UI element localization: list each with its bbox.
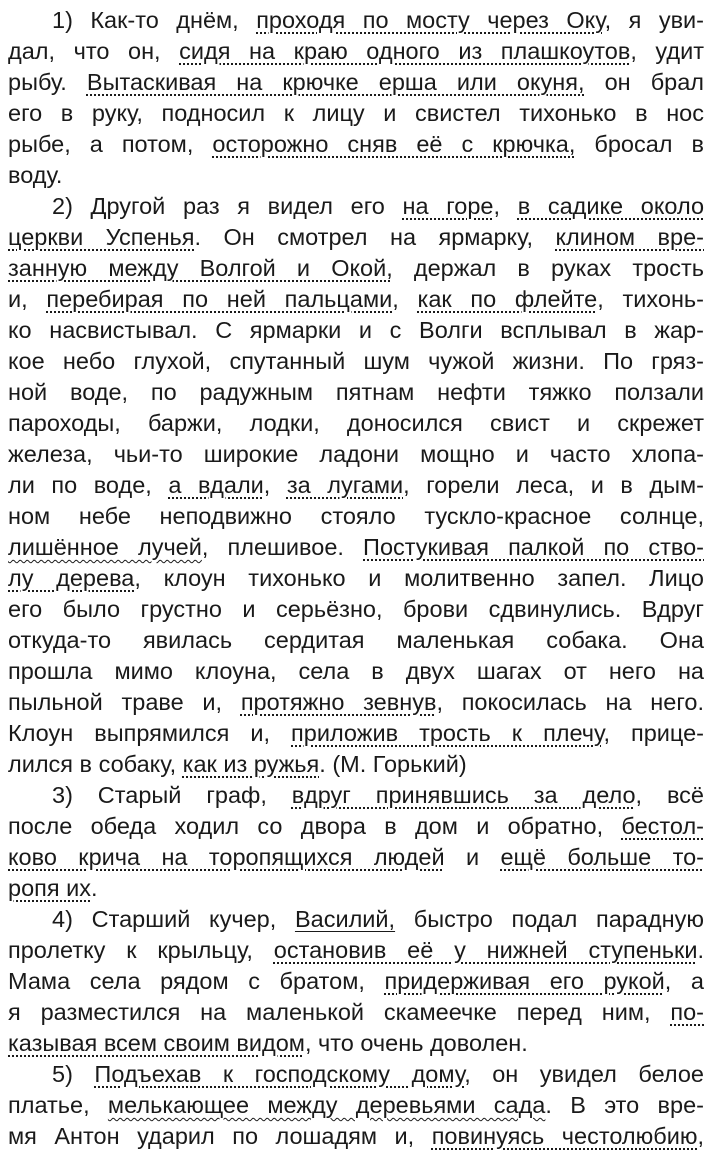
underlined-phrase: Подъехав к господскому дому: [94, 1061, 465, 1087]
text-span: пароходы, баржи, лодки, доносился свист и скрежет: [8, 410, 704, 436]
text-line: [8, 376, 704, 408]
text-line: [8, 810, 704, 842]
text-span: ли по воде,: [8, 472, 169, 498]
underlined-phrase: сидя на краю одного из плашкоутов: [179, 38, 631, 64]
text-span: . Он смотрел на ярмарку,: [194, 224, 556, 250]
text-span: кое небо глухой, спутанный шум чужой жизни. По гряз-: [8, 348, 704, 374]
underlined-phrase: ещё больше то-: [500, 844, 704, 870]
underlined-phrase: церкви Успенья: [8, 224, 195, 250]
text-span: 3) Старый граф,: [52, 782, 292, 808]
underlined-phrase: придерживая его рукой: [384, 968, 665, 994]
underlined-phrase: по-: [670, 999, 704, 1025]
text-line: [52, 1058, 704, 1090]
text-span: , покосилась на него.: [436, 689, 704, 715]
text-span: ной воде, по радужным пятнам нефти тяжко ползали: [8, 379, 704, 405]
text-line: [8, 624, 704, 656]
text-span: и: [444, 844, 501, 870]
text-span: железа, чьи-то широкие ладони мощно и часто хлопа-: [8, 441, 704, 467]
text-span: прошла мимо клоуна, села в двух шагах от него на: [8, 658, 704, 684]
text-span: его было грустно и серьёзно, брови сдвинулись. Вдруг: [8, 596, 704, 622]
text-span: ,: [697, 1123, 704, 1149]
text-span: быстро подал парадную: [395, 906, 704, 932]
text-line: [8, 872, 704, 904]
text-line: [8, 686, 704, 718]
text-span: . (М. Горький): [319, 751, 467, 777]
text-span: , горели леса, и в дым-: [403, 472, 705, 498]
text-line: [8, 1027, 704, 1059]
underlined-phrase: как по флейте: [417, 286, 598, 312]
text-span: . В это вре-: [545, 1092, 705, 1118]
text-span: , тихонь-: [597, 286, 704, 312]
text-span: воду.: [8, 162, 63, 188]
text-span: 5): [52, 1061, 95, 1087]
text-line: [8, 469, 704, 501]
underlined-phrase: клином вре-: [555, 224, 704, 250]
underlined-phrase: в садике около: [517, 193, 705, 219]
underlined-phrase: за лугами: [286, 472, 404, 498]
text-span: 1) Как-то днём,: [52, 7, 257, 33]
text-span: , плешивое.: [201, 534, 364, 560]
underlined-phrase: Вытаскивая на крючке ерша или окуня,: [86, 69, 585, 95]
text-span: , удит: [630, 38, 705, 64]
text-span: ко насвистывал. С ярмарки и с Волги всплывал в жар-: [8, 317, 704, 343]
text-line: [8, 748, 704, 780]
underlined-phrase: вдруг принявшись за дело: [291, 782, 636, 808]
text-span: пыльной траве и,: [8, 689, 241, 715]
text-span: , прице-: [603, 720, 704, 746]
wavy-underlined-phrase: лишённое лучей: [8, 534, 202, 560]
text-span: бросал в: [575, 131, 704, 157]
text-span: 4) Старший кучер,: [52, 906, 295, 932]
text-span: и,: [8, 286, 47, 312]
text-span: дал, что он,: [8, 38, 180, 64]
text-line: [8, 438, 704, 470]
text-span: откуда-то явилась сердитая маленькая собака. Она: [8, 627, 704, 653]
underlined-phrase: Постукивая палкой по ство-: [363, 534, 704, 560]
underlined-phrase: протяжно зевнув: [240, 689, 437, 715]
text-line: [8, 996, 704, 1028]
text-span: рыбу.: [8, 69, 87, 95]
underlined-phrase: а вдали: [168, 472, 264, 498]
text-span: ,: [392, 286, 418, 312]
underlined-phrase: осторожно сняв её с крючка,: [212, 131, 576, 157]
text-span: пролетку к крыльцу,: [8, 937, 274, 963]
text-span: ,: [263, 472, 287, 498]
text-span: платье,: [8, 1092, 108, 1118]
underlined-phrase: повинуясь честолюбию: [431, 1123, 698, 1149]
text-span: его в руку, подносил к лицу и свистел тихонько в нос: [8, 100, 704, 126]
text-line: [8, 1089, 704, 1121]
text-span: лился в собаку,: [8, 751, 183, 777]
text-line: [8, 283, 704, 315]
text-line: [8, 965, 704, 997]
text-span: , всё: [635, 782, 704, 808]
text-span: , а: [664, 968, 704, 994]
text-line: [8, 1120, 704, 1152]
underlined-word: Василий,: [294, 906, 396, 932]
text-span: Мама села рядом с братом,: [8, 968, 385, 994]
text-span: .: [91, 875, 98, 901]
text-span: мя Антон ударил по лошадям и,: [8, 1123, 432, 1149]
text-span: я разместился на маленькой скамеечке перед ним,: [8, 999, 671, 1025]
text-line: [8, 221, 704, 253]
text-span: ,: [493, 193, 518, 219]
text-span: после обеда ходил со двора в дом и обратно,: [8, 813, 622, 839]
underlined-phrase: занную между Волгой и Окой,: [8, 255, 393, 281]
text-line: [52, 779, 704, 811]
text-span: , клоун тихонько и молитвенно запел. Лицо: [134, 565, 704, 591]
underlined-phrase: ково крича на торопящихся людей: [8, 844, 445, 870]
text-span: он брал: [584, 69, 704, 95]
underlined-phrase: бестол-: [621, 813, 704, 839]
text-line: [8, 97, 704, 129]
text-span: рыбе, а потом,: [8, 131, 213, 157]
text-span: Клоун выпрямился и,: [8, 720, 292, 746]
wavy-underlined-phrase: мелькающее между деревьями сада: [107, 1092, 546, 1118]
text-line: [8, 314, 704, 346]
text-span: , что очень доволен.: [304, 1030, 528, 1056]
text-line: [8, 531, 704, 563]
text-line: [8, 128, 704, 160]
underlined-phrase: перебирая по ней пальцами: [46, 286, 393, 312]
underlined-phrase: лу дерева: [8, 565, 135, 591]
text-line: [8, 345, 704, 377]
text-line: [8, 407, 704, 439]
underlined-phrase: как из ружья: [182, 751, 320, 777]
underlined-phrase: на горе: [402, 193, 494, 219]
text-line: [52, 190, 704, 222]
text-line: [8, 655, 704, 687]
text-line: [8, 35, 704, 67]
text-line: [8, 159, 704, 191]
text-line: [8, 66, 704, 98]
text-span: 2) Другой раз я видел его: [52, 193, 403, 219]
text-line: [8, 562, 704, 594]
underlined-phrase: проходя по мосту через Оку: [256, 7, 605, 33]
text-span: ном небе неподвижно стояло тускло-красное солнце,: [8, 503, 704, 529]
text-line: [8, 841, 704, 873]
text-line: [52, 4, 704, 36]
underlined-phrase: казывая всем своим видом: [8, 1030, 305, 1056]
text-line: [52, 903, 704, 935]
text-span: , он увидел белое: [464, 1061, 704, 1087]
text-span: , я уви-: [604, 7, 704, 33]
text-line: [8, 717, 704, 749]
underlined-phrase: приложив трость к плечу: [291, 720, 604, 746]
text-line: [8, 934, 704, 966]
underlined-phrase: остановив её у нижней ступеньки: [273, 937, 698, 963]
text-span: держал в руках трость: [392, 255, 704, 281]
text-line: [8, 500, 704, 532]
text-line: [8, 252, 704, 284]
text-line: [8, 593, 704, 625]
underlined-phrase: ропя их: [8, 875, 91, 901]
text-span: .: [697, 937, 704, 963]
